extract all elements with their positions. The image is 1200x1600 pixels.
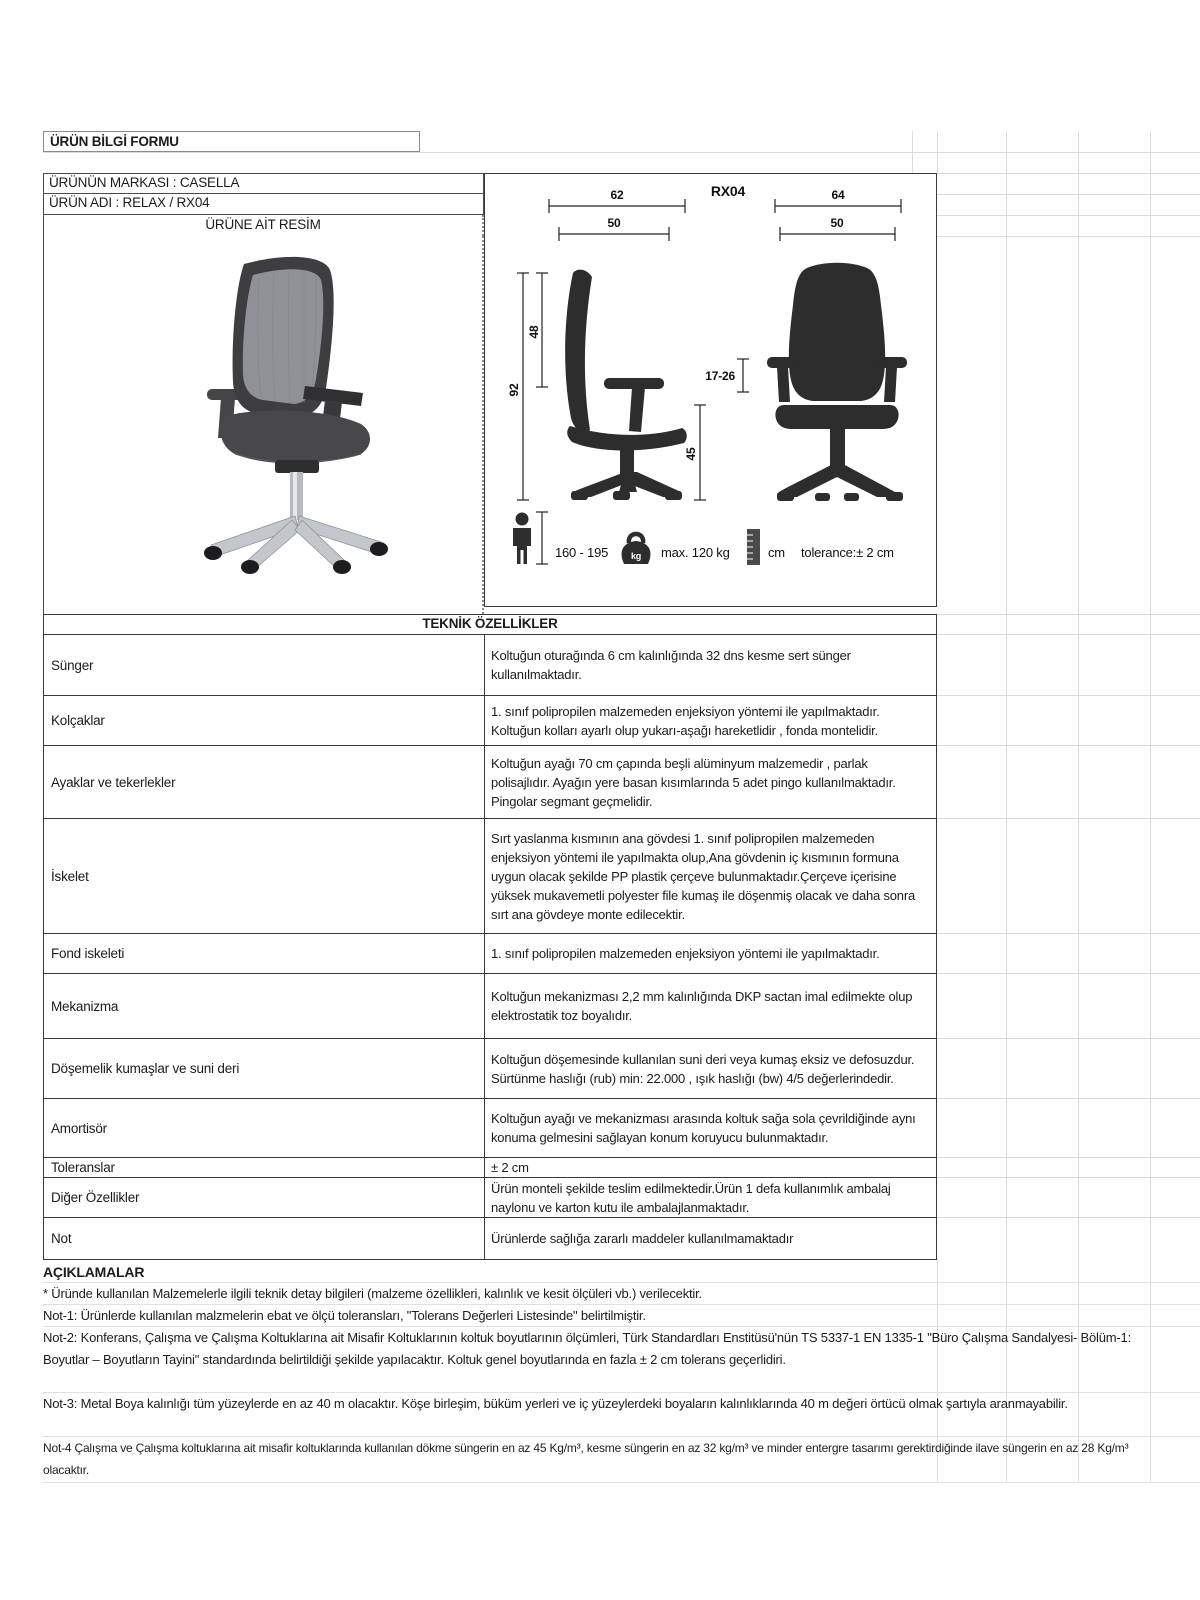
note-item: Not-4 Çalışma ve Çalışma koltuklarına ait misafir koltuklarında kullanılan dökme süngerin en az 45 Kg/m³, kesme süngerin en az 32 kg/m³ ve minder entergre tasarımı gerektirdiğinde ilave süngerin en az 28 Kg/m³ olacaktır. bbox=[43, 1437, 1200, 1483]
dim-seat-height: 45 bbox=[684, 447, 698, 461]
grid-line bbox=[937, 1217, 1200, 1218]
spec-label: Mekanizma bbox=[44, 974, 485, 1038]
spec-table-header: TEKNİK ÖZELLİKLER bbox=[44, 615, 936, 635]
note-item: Not-2: Konferans, Çalışma ve Çalışma Koltuklarına ait Misafir Koltuklarının koltuk boyutlarının ölçümleri, Türk Standardları Enstitüsü'nün TS 5337-1 EN 1335-1 "Büro Çalışma Sandalyesi- Bölüm-1: Boyutlar – Boyutların Tayini" standardında belirtildiği şekilde yapılacaktır. Koltuk genel boyutlarında en fazla ± 2 cm tolerans geçerlidiri. bbox=[43, 1327, 1200, 1393]
table-row bbox=[44, 819, 936, 934]
spec-value: Koltuğun oturağında 6 cm kalınlığında 32 dns kesme sert sünger kullanılmaktadır. bbox=[491, 648, 851, 682]
grid-line bbox=[937, 614, 1200, 615]
spec-value: Koltuğun mekanizması 2,2 mm kalınlığında DKP sactan imal edilmekte olup elektrostatik toz boyalıdır. bbox=[491, 989, 913, 1023]
table-row bbox=[44, 934, 936, 974]
spec-value: Ürün monteli şekilde teslim edilmektedir.Ürün 1 defa kullanımlık ambalaj naylonu ve karton kutu ile ambalajlanmaktadır. bbox=[491, 1180, 891, 1215]
spec-label: İskelet bbox=[44, 819, 485, 933]
product-name-cell: ÜRÜN ADI : RELAX / RX04 bbox=[43, 194, 484, 215]
technical-drawing-panel bbox=[484, 173, 937, 607]
spec-label: Not bbox=[44, 1218, 485, 1259]
spec-value: ± 2 cm bbox=[491, 1160, 529, 1175]
grid-line bbox=[937, 973, 1200, 974]
spec-label: Ayaklar ve tekerlekler bbox=[44, 746, 485, 818]
notes-section bbox=[43, 1262, 1200, 1483]
grid-line bbox=[937, 818, 1200, 819]
spec-label: Amortisör bbox=[44, 1099, 485, 1157]
note-item: Not-3: Metal Boya kalınlığı tüm yüzeylerde en az 40 m olacaktır. Köşe birleşim, büküm yerleri ve iç yüzeylerdeki boyaların kalınlıklarında 40 m değeri örtücü olmak şartıyla aranmayabilir. bbox=[43, 1393, 1200, 1437]
spec-value: Ürünlerde sağlığa zararlı maddeler kullanılmamaktadır bbox=[491, 1231, 794, 1246]
spec-label: Sünger bbox=[44, 635, 485, 695]
dim-front-top: 64 bbox=[831, 188, 845, 202]
grid-line bbox=[937, 236, 1200, 237]
image-caption: ÜRÜNE AİT RESİM bbox=[43, 215, 484, 236]
table-row bbox=[44, 974, 936, 1039]
grid-line bbox=[937, 173, 1200, 174]
grid-line bbox=[43, 152, 1200, 153]
dim-armrest-range: 17-26 bbox=[705, 369, 735, 383]
dim-front-seat: 50 bbox=[830, 216, 844, 230]
spec-value: Koltuğun ayağı 70 cm çapında beşli alüminyum malzemedir , parlak polisajlıdır. Ayağın yere basan kısımlarında 5 adet pingo kullanılmaktadır. Pingolar segmant geçmelidir. bbox=[491, 755, 896, 809]
grid-line bbox=[937, 1177, 1200, 1178]
spec-value: Koltuğun döşemesinde kullanılan suni deri veya kumaş eksiz ve defosuzdur. Sürtünme haslığı (rub) min: 22.000 , ışık haslığı (bw) 4/5 değerlerindedir. bbox=[491, 1051, 915, 1086]
table-row bbox=[44, 1039, 936, 1099]
brand-cell: ÜRÜNÜN MARKASI : CASELLA bbox=[43, 173, 484, 194]
spec-value: Sırt yaslanma kısmının ana gövdesi 1. sınıf polipropilen malzemeden enjeksiyon yöntemi ile yapılmakta olup,Ana gövdenin iç kısmının formuna uygun olacak şekilde PP plastik çerçeve bulunmaktadır.Çerçeve içerisine yüksek mukavemetli polyester file kumaş ile döşenmiş olacak ve daha sonra sırt ana gövdeye monte edilecektir. bbox=[491, 830, 915, 922]
product-photo-area bbox=[43, 236, 484, 614]
spec-label: Kolçaklar bbox=[44, 696, 485, 745]
table-row bbox=[44, 1158, 936, 1178]
model-label: RX04 bbox=[710, 183, 746, 199]
grid-line bbox=[937, 1038, 1200, 1039]
grid-line bbox=[937, 1098, 1200, 1099]
dim-back-height: 48 bbox=[527, 325, 541, 339]
spec-label: Fond iskeleti bbox=[44, 934, 485, 973]
spec-label: Döşemelik kumaşlar ve suni deri bbox=[44, 1039, 485, 1098]
person-icon bbox=[513, 513, 531, 565]
spec-table bbox=[43, 614, 937, 1260]
kg-glyph: kg bbox=[630, 551, 642, 561]
weight-icon bbox=[622, 534, 651, 564]
tolerance-label: tolerance:± 2 cm bbox=[801, 545, 894, 560]
max-weight-label: max. 120 kg bbox=[661, 545, 730, 560]
grid-line bbox=[937, 933, 1200, 934]
table-row bbox=[44, 746, 936, 819]
table-row bbox=[44, 1099, 936, 1158]
dimension-drawing bbox=[485, 174, 935, 605]
form-title: ÜRÜN BİLGİ FORMU bbox=[43, 131, 420, 152]
grid-line bbox=[937, 634, 1200, 635]
grid-line bbox=[937, 695, 1200, 696]
unit-label: cm bbox=[768, 545, 785, 560]
spec-value: 1. sınıf polipropilen malzemeden enjeksiyon yöntemi ile yapılmaktadır. Koltuğun kolları ayarlı olup yukarı-aşağı hareketlidir , fonda montelidir. bbox=[491, 703, 880, 738]
grid-line bbox=[937, 1157, 1200, 1158]
grid-line bbox=[937, 745, 1200, 746]
dim-side-seat: 50 bbox=[607, 216, 621, 230]
ruler-icon bbox=[747, 529, 760, 565]
spec-label: Diğer Özellikler bbox=[44, 1178, 485, 1217]
side-view-drawing bbox=[565, 270, 687, 500]
note-item: Not-1: Ürünlerde kullanılan malzmelerin ebat ve ölçü toleransları, "Tolerans Değerleri Listesinde" belirtilmiştir. bbox=[43, 1305, 1200, 1327]
table-row bbox=[44, 1218, 936, 1259]
user-height-label: 160 - 195 bbox=[555, 545, 609, 560]
front-view-drawing bbox=[767, 263, 907, 501]
table-row bbox=[44, 696, 936, 746]
table-row bbox=[44, 635, 936, 696]
grid-line bbox=[937, 194, 1200, 195]
dim-side-top: 62 bbox=[610, 188, 624, 202]
table-row bbox=[44, 1178, 936, 1218]
notes-header: AÇIKLAMALAR bbox=[43, 1262, 1200, 1283]
spec-label: Toleranslar bbox=[44, 1158, 485, 1177]
note-item: * Üründe kullanılan Malzemelerle ilgili teknik detay bilgileri (malzeme özellikleri, kalınlık ve kesit ölçüleri vb.) verilecektir. bbox=[43, 1283, 1200, 1305]
spec-value: 1. sınıf polipropilen malzemeden enjeksiyon yöntemi ile yapılmaktadır. bbox=[491, 946, 880, 961]
spec-value: Koltuğun ayağı ve mekanizması arasında koltuk sağa sola çevrildiğinde aynı konuma gelmesini sağlayan konum koruyucu bulunmaktadır. bbox=[491, 1111, 916, 1145]
dim-total-height: 92 bbox=[507, 383, 521, 397]
grid-line bbox=[937, 215, 1200, 216]
product-photo bbox=[149, 248, 409, 578]
